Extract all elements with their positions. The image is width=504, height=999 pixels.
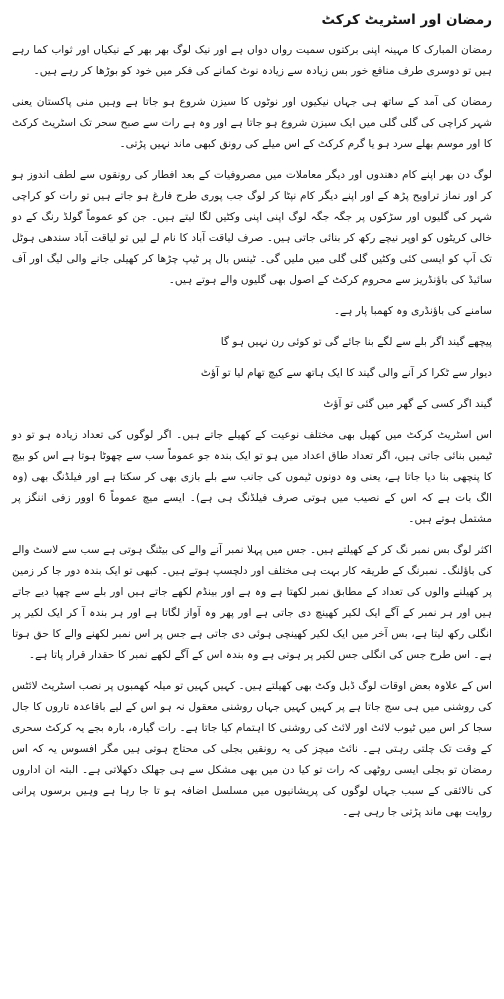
paragraph-intro: رمضان المبارک کا مہینہ اپنی برکتوں سمیت رواں دواں ہے اور نیک لوگ بھر بھر کے نیکیاں اور ثواب کما رہے ہیں تو دوسری طرف منافع خور بس زیادہ سے زیادہ نوٹ کمانے کی فکر میں خود کو بوڑھا کر رہے ہیں۔ bbox=[12, 44, 492, 77]
rule-line: پیچھے گیند اگر بلے سے لگے بنا جائے گی تو کوئی رن نہیں ہو گا bbox=[220, 336, 492, 348]
paragraph-numbering: اکثر لوگ بس نمبر نگ کر کے کھیلتے ہیں۔ جس میں پہلا نمبر آنے والے کی بیٹنگ ہوتی ہے سب سے لاسٹ والے کی باؤلنگ۔ نمبرنگ کے طریقہ کار بہت ہی مختلف اور دلچسپ ہوتے ہیں۔ کبھی تو ایک بندہ دور جا کر زمین پر کھیلنے والوں کی تعداد کے مطابق نمبر لکھتا ہے وہ ہے اور بینڈم لکھے جاتے ہیں اور بلے سے چھپا دیے جاتے ہیں اور ہر نمبر کے آگے ایک لکیر کھینچ دی جاتی ہے اور پھر وہ آواز لگاتا ہے اور ہر بندہ آ کر ایک لکیر پر انگلی رکھ لیتا ہے، بس آخر میں ایک لکیر کھینچی ہوئی دی جاتی ہے جس پر اس نمبر لکھنے والے کا حق ہوتا ہے۔ اس طرح جس کی انگلی جس لکیر پر ہوتی ہے وہ بندہ اس کے آگے لکھے نمبر کا حقدار قرار پاتا ہے۔ bbox=[12, 544, 492, 661]
paragraph-season: رمضان کی آمد کے ساتھ ہی جہاں نیکیوں اور نوٹوں کا سیزن شروع ہو جاتا ہے وہیں منی پاکستان یعنی شہر کراچی کی گلی گلی میں ایک سیزن شروع ہو جاتا ہے اور وہ ہے رات سے صبح سحر تک اسٹریٹ کرکٹ کا اور موسم بھلے سرد ہو یا گرم کرکٹ کے اس میلے کی رونق کبھی ماند نہیں پڑتی۔ bbox=[12, 96, 492, 150]
rule-line: دیوار سے ٹکرا کر آنے والی گیند کا ایک ہاتھ سے کیچ تھام لیا تو آؤٹ bbox=[200, 367, 492, 379]
rule-line: سامنے کی باؤنڈری وہ کھمبا پار ہے۔ bbox=[333, 305, 492, 317]
paragraph-lights: اس کے علاوہ بعض اوقات لوگ ڈبل وکٹ بھی کھیلتے ہیں۔ کہیں کہیں تو میلہ کھمبوں پر نصب اسٹریٹ لائٹس کی روشنی میں ہی سج جاتا ہے پر کہیں کہیں جہاں روشنی معقول نہ ہو اس کے لیے باقاعدہ تاروں کا جال سجا کر اس میں ٹیوب لائٹ اور لائٹ کی روشنی کا اہتمام کیا جاتا ہے۔ رات گیارہ، بارہ بجے یہ کرکٹ سحری کے وقت تک چلتی رہتی ہے۔ نائٹ میچز کی یہ رونقیں بجلی کی محتاج ہوتی ہیں مگر افسوس یہ کہ اس رمضان تو بجلی ایسی روٹھی کہ رات تو کیا دن میں بھی مشکل سے ہی جھلک دکھلاتی ہے۔ البتہ ان اداروں کی نالائقی کے سبب جہاں لوگوں کی پریشانیوں میں مسلسل اضافہ ہو تا جا رہا ہے وہیں برسوں پرانی روایت بھی ماند پڑتی جا رہی ہے۔ bbox=[12, 680, 492, 818]
article-title: رمضان اور اسٹریٹ کرکٹ bbox=[321, 12, 492, 28]
paragraph-evening: لوگ دن بھر اپنے کام دھندوں اور دیگر معاملات میں مصروفیات کے بعد افطار کی رونقوں سے لطف اندوز ہو کر اور نماز تراویح پڑھ کے اور اپنے دیگر کام نپٹا کر لوگ جب پوری طرح فارغ ہو جاتے ہیں تو رات کو کراچی شہر کی گلیوں اور سڑکوں پر جگہ جگہ لوگ اپنی اپنی وکٹیں لگا لیتے ہیں۔ جن کو عموماً گولڈ رنگ کے دو خالی کریٹوں کو اوپر نیچے رکھ کر بنائی جاتی ہیں۔ صرف لیاقت آباد کا نام لے لیں تو لیاقت آباد سندھی ہوٹل تک آپ کو ایسی کئی وکٹیں گلی گلی میں ملیں گی۔ ٹینس بال پر ٹیپ چڑھا کر کھیلی جانے والی لیگ اور آف سائیڈ کی باؤنڈریز سے محروم کرکٹ کے اصول بھی گلیوں والے ہوتے ہیں۔ bbox=[12, 169, 492, 286]
rule-line: گیند اگر کسی کے گھر میں گئی تو آؤٹ bbox=[323, 398, 492, 410]
paragraph-teams: اس اسٹریٹ کرکٹ میں کھیل بھی مختلف نوعیت کے کھیلے جاتے ہیں۔ اگر لوگوں کی تعداد زیادہ ہو تو دو ٹیمیں بنائی جاتی ہیں، اگر تعداد طاق اعداد میں ہو تو ایک بندہ جو عموماً سب سے چھوٹا ہوتا ہے اس کو بیچ کا پنچھی بنا دیا جاتا ہے، یعنی وہ دونوں ٹیموں کی جانب سے بلے بازی بھی کر سکتا ہے اور فیلڈنگ بھی (وہ الگ بات ہے کہ اس کے نصیب میں ہوتی صرف فیلڈنگ ہی ہے)۔ ایسے میچ عموماً 6 اوور زفی اننگز پر مشتمل ہوتے ہیں۔ bbox=[12, 429, 492, 525]
